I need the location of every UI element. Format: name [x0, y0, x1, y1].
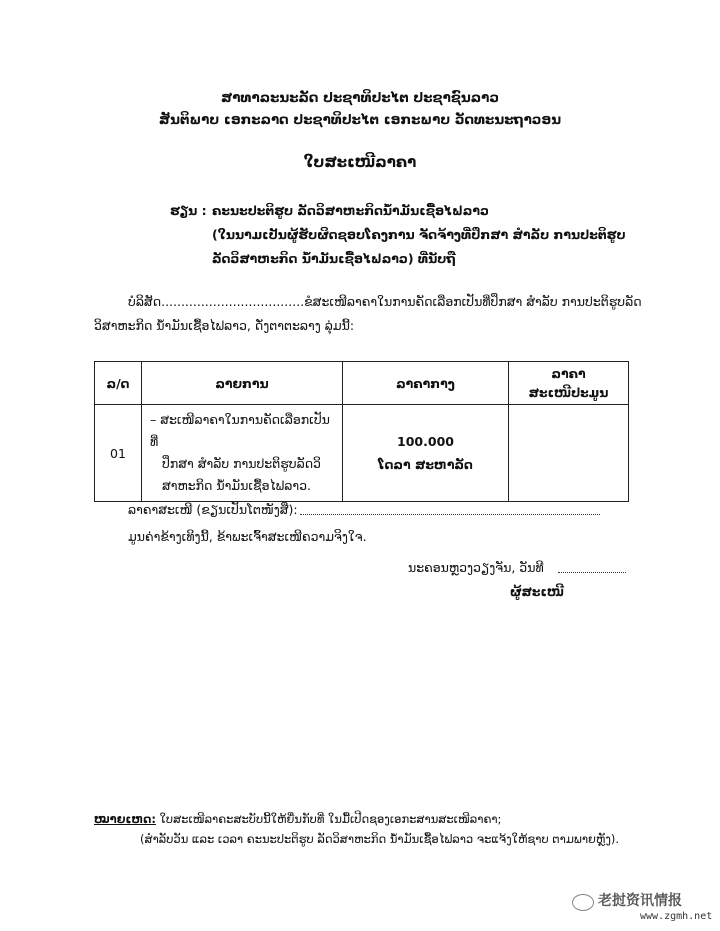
footnote-line1: [94, 812, 501, 826]
row-offer-price-field[interactable]: [509, 405, 629, 502]
watermark-url: www.zgmh.net: [640, 911, 713, 922]
addressee-line2: (ໃນນາມເປັນຜູ້ຮັບຜິດຊອບໂຄງການ ຈັດຈ້າງທີ່ປຶກສາ ສໍາລັບ ການປະຕິຮູບ: [212, 227, 626, 242]
price-in-words-label: ລາຄາສະເໜີ (ຂຽນເປັນໂຕໜັງສື):: [128, 502, 298, 517]
col-header-offer-line1: ລາຄາ: [551, 366, 586, 381]
quotation-table: [94, 361, 629, 502]
table-row: [95, 405, 629, 502]
wechat-logo-icon: [572, 894, 594, 911]
col-header-no: ລ/ດ: [95, 362, 142, 405]
footnote-line2: (ສໍາລັບວັນ ແລະ ເວລາ ຄະນະປະຕິຮູບ ລັດວິສາຫະກິດ ນໍ້າມັນເຊື້ອໄຟລາວ ຈະແຈ້ງໃຫ້ຊາບ ຕາມພາຍຫຼັງ).: [140, 832, 620, 846]
national-header-line1: ສາທາລະນະລັດ ປະຊາທິປະໄຕ ປະຊາຊົນລາວ: [221, 90, 499, 106]
intro-line1: [128, 294, 642, 309]
col-header-reference-price: ລາຄາກາງ: [343, 362, 509, 405]
row-description: [142, 405, 343, 502]
col-header-offer-price: [509, 362, 629, 405]
col-header-item: ລາຍການ: [142, 362, 343, 405]
table-header-row: [95, 362, 629, 405]
footnote-label: ໝາຍເຫດ:: [94, 812, 156, 826]
row-description-line2: ປຶກສາ ສໍາລັບ ການປະຕິຮູບລັດວິ: [162, 456, 321, 471]
footnote-text1: ໃບສະເໜີລາຄະສະບັບນີ້ໃຫ້ຍື່ນກັບທີ່ ໃນມື້ເປີດຊອງເອກະສານສະເໜີລາຄາ;: [159, 812, 502, 826]
company-label: ບໍລິສັດ: [128, 294, 162, 309]
date-field[interactable]: [558, 572, 626, 573]
watermark-name: 老挝资讯情报: [598, 893, 682, 909]
addressee-line1: ຄະນະປະຕິຮູບ ລັດວິສາຫະກິດນໍ້າມັນເຊື້ອໄຟລາວ: [212, 203, 489, 218]
national-header-line2: ສັນຕິພາບ ເອກະລາດ ປະຊາທິປະໄຕ ເອກະພາບ ວັດທະນະຖາວອນ: [158, 112, 562, 128]
row-price-amount: 100.000: [397, 434, 454, 449]
signer-label: ຜູ້ສະເໜີ: [510, 584, 564, 599]
intro-line2: ວິສາຫະກິດ ນໍ້າມັນເຊື້ອໄຟລາວ, ດັ່ງຕາຕະລາງ ລຸ່ມນີ້:: [94, 318, 355, 333]
row-reference-price: [343, 405, 509, 502]
price-in-words-field[interactable]: [300, 514, 600, 515]
addressee-line3: ລັດວິສາຫະກິດ ນໍ້າມັນເຊື້ອໄຟລາວ) ທີ່ນັບຖື: [212, 251, 456, 266]
intro-text: ຂໍສະເໜີລາຄາໃນການຄັດເລືອກເປັນທີ່ປຶກສາ ສໍາລັບ ການປະຕິຮູບລັດ: [304, 294, 642, 309]
closing-statement: ມູນຄ່າຂ້າງເທິງນີ້, ຂ້າພະເຈົ້າສະເໜີຄວາມຈິງໃຈ.: [128, 529, 367, 544]
place-date-label: ນະຄອນຫຼວງວຽງຈັນ, ວັນທີ: [408, 560, 544, 575]
row-description-line3: ສາຫະກິດ ນໍ້າມັນເຊື້ອໄຟລາວ.: [162, 478, 311, 493]
col-header-offer-line2: ສະເໜີປະມູນ: [528, 385, 609, 400]
row-number: 01: [95, 405, 142, 502]
addressee-label: ຮຽນ :: [170, 203, 207, 218]
company-name-blank: ....................................: [161, 294, 305, 309]
document-title: ໃບສະເໜີລາຄາ: [303, 153, 417, 171]
row-description-line1: – ສະເໜີລາຄາໃນການຄັດເລືອກເປັນທີ່: [150, 412, 330, 449]
row-price-currency: ໂດລາ ສະຫາລັດ: [378, 457, 473, 472]
